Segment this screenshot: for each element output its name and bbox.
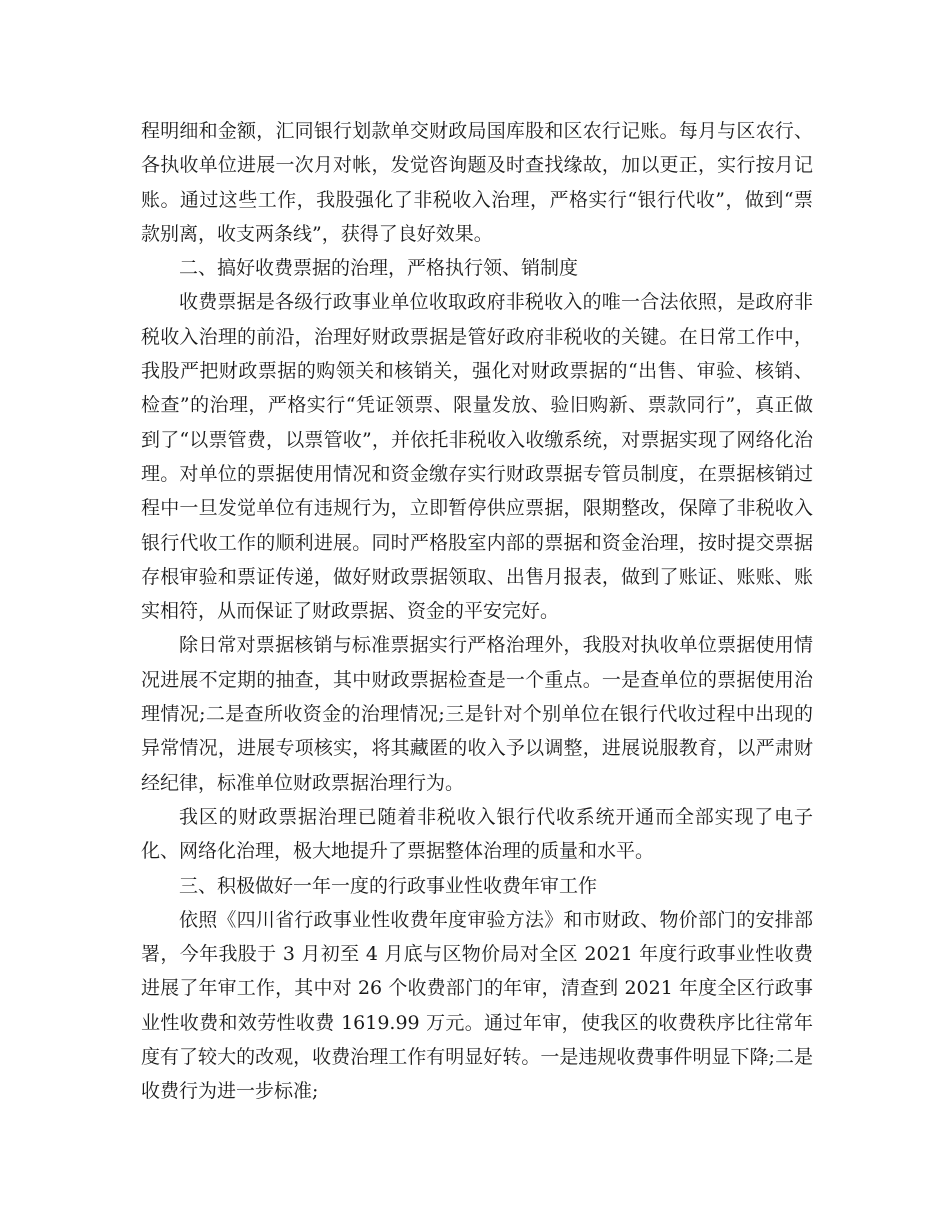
paragraph-continuation: 程明细和金额，汇同银行划款单交财政局国库股和区农行记账。每月与区农行、各执收单位进展一次月对帐，发觉咨询题及时查找缘故，加以更正，实行按月记账。通过这些工作，我股强化了非税收入治理，严格实行“银行代收”，做到“票款别离，收支两条线”，获得了良好效果。 [141, 120, 813, 245]
document-body [141, 114, 813, 1109]
paragraph-annual-review: 依照《四川省行政事业性收费年度审验方法》和市财政、物价部门的安排部署，今年我股于 3 月初至 4 月底与区物价局对全区 2021 年度行政事业性收费进展了年审工作，其中对 26 个收费部门的年审，清查到 2021 年度全区行政事业性收费和效劳性收费 1619.99 万元。通过年审，使我区的收费秩序比往常年度有了较大的改观，收费治理工作有明显好转。一是违规收费事件明显下降;二是收费行为进一步标准; [141, 908, 813, 1103]
paragraph-electronic-management: 我区的财政票据治理已随着非税收入银行代收系统开通而全部实现了电子化、网络化治理，极大地提升了票据整体治理的质量和水平。 [141, 805, 813, 863]
section-heading-3: 三、积极做好一年一度的行政事业性收费年审工作 [179, 874, 598, 897]
paragraph-receipts-management: 收费票据是各级行政事业单位收取政府非税收入的唯一合法依照，是政府非税收入治理的前沿，治理好财政票据是管好政府非税收的关键。在日常工作中，我股严把财政票据的购领关和核销关，强化对财政票据的“出售、审验、核销、检查”的治理，严格实行“凭证领票、限量发放、验旧购新、票款同行”，真正做到了“以票管费，以票管收”，并依托非税收入收缴系统，对票据实现了网络化治理。对单位的票据使用情况和资金缴存实行财政票据专管员制度，在票据核销过程中一旦发觉单位有违规行为，立即暂停供应票据，限期整改，保障了非税收入银行代收工作的顺利进展。同时严格股室内部的票据和资金治理，按时提交票据存根审验和票证传递，做好财政票据领取、出售月报表，做到了账证、账账、账实相符，从而保证了财政票据、资金的平安完好。 [141, 291, 813, 623]
paragraph-receipts-inspection: 除日常对票据核销与标准票据实行严格治理外，我股对执收单位票据使用情况进展不定期的抽查，其中财政票据检查是一个重点。一是查单位的票据使用治理情况;二是查所收资金的治理情况;三是针对个别单位在银行代收过程中出现的异常情况，进展专项核实，将其藏匿的收入予以调整，进展说服教育，以严肃财经纪律，标准单位财政票据治理行为。 [141, 634, 813, 794]
section-heading-2: 二、搞好收费票据的治理，严格执行领、销制度 [179, 257, 579, 280]
